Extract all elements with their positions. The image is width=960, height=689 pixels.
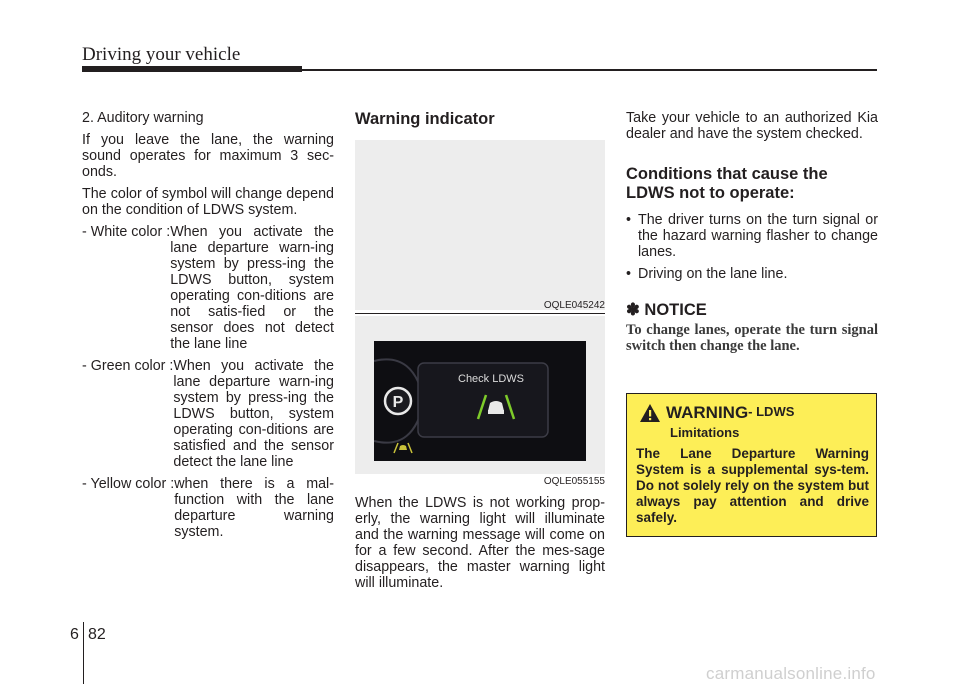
figure-divider bbox=[355, 313, 605, 314]
warning-header bbox=[639, 404, 794, 423]
section-number: 6 bbox=[70, 626, 79, 643]
page-number: 82 bbox=[88, 626, 106, 643]
dealer-check-text: Take your vehicle to an authorized Kia dealer and have the system checked. bbox=[626, 110, 878, 142]
list-item: • The driver turns on the turn signal or the hazard warning flasher to change lanes. bbox=[626, 212, 878, 260]
white-color-item bbox=[82, 224, 334, 352]
warning-indicator-title: Warning indicator bbox=[355, 110, 495, 128]
auditory-warning-heading: 2. Auditory warning bbox=[82, 110, 204, 126]
cluster-message: Check LDWS bbox=[458, 373, 525, 385]
warning-box bbox=[626, 393, 877, 537]
green-color-label: - Green color : bbox=[82, 358, 174, 374]
warning-subject: - LDWS bbox=[748, 404, 795, 419]
auditory-warning-text: If you leave the lane, the warning sound operates for maximum 3 sec-onds. bbox=[82, 132, 334, 180]
gear-letter: P bbox=[392, 394, 404, 411]
figure-placeholder bbox=[355, 140, 605, 310]
conditions-list bbox=[626, 212, 878, 282]
notice-text: To change lanes, operate the turn signal switch then change the lane. bbox=[626, 322, 878, 354]
watermark: carmanualsonline.info bbox=[706, 664, 876, 683]
warning-indicator-text: When the LDWS is not working prop-erly, the warning light will illuminate and the warning message will come on for a few second. After the mes-sage disappears, the master warning light will illuminate. bbox=[355, 495, 605, 591]
footer-divider bbox=[83, 622, 84, 684]
column-left bbox=[82, 110, 334, 546]
yellow-color-label: - Yellow color : bbox=[82, 476, 175, 492]
column-middle bbox=[355, 110, 605, 129]
instrument-cluster bbox=[374, 341, 586, 461]
yellow-color-text: when there is a mal-function with the lane departure warning system. bbox=[174, 476, 334, 540]
warning-subject-line2: Limitations bbox=[670, 425, 740, 440]
white-color-text: When you activate the lane departure warn-ing system by press-ing the LDWS button, system operating con-ditions are not satis-fied or the sensor does not detect the lane line bbox=[170, 224, 334, 352]
symbol-color-intro: The color of symbol will change depend on the condition of LDWS system. bbox=[82, 186, 334, 218]
cluster-display-graphic bbox=[374, 341, 586, 461]
warning-triangle-icon bbox=[639, 403, 661, 423]
green-color-item bbox=[82, 358, 334, 470]
notice-title: ✽ NOTICE bbox=[626, 301, 707, 319]
figure-caption-2: OQLE055155 bbox=[543, 476, 605, 487]
warning-text: The Lane Departure Warning System is a supplemental sys-tem. Do not solely rely on the system but always pay attention and drive safely. bbox=[636, 446, 869, 525]
warning-word: WARNING bbox=[666, 403, 749, 422]
green-color-text: When you activate the lane departure warn-ing system by press-ing the LDWS button, system operating con-ditions are satisfied and the sensor detect the lane line bbox=[173, 358, 334, 470]
header-rule-thick bbox=[82, 66, 302, 72]
conditions-heading: Conditions that cause the LDWS not to operate: bbox=[626, 165, 828, 202]
figure-caption-1: OQLE045242 bbox=[543, 300, 605, 311]
yellow-color-item bbox=[82, 476, 334, 540]
white-color-label: - White color : bbox=[82, 224, 171, 240]
header-title: Driving your vehicle bbox=[82, 44, 241, 65]
list-item: • Driving on the lane line. bbox=[626, 266, 878, 282]
header-rule-thin bbox=[302, 69, 877, 71]
column-right bbox=[626, 110, 878, 354]
